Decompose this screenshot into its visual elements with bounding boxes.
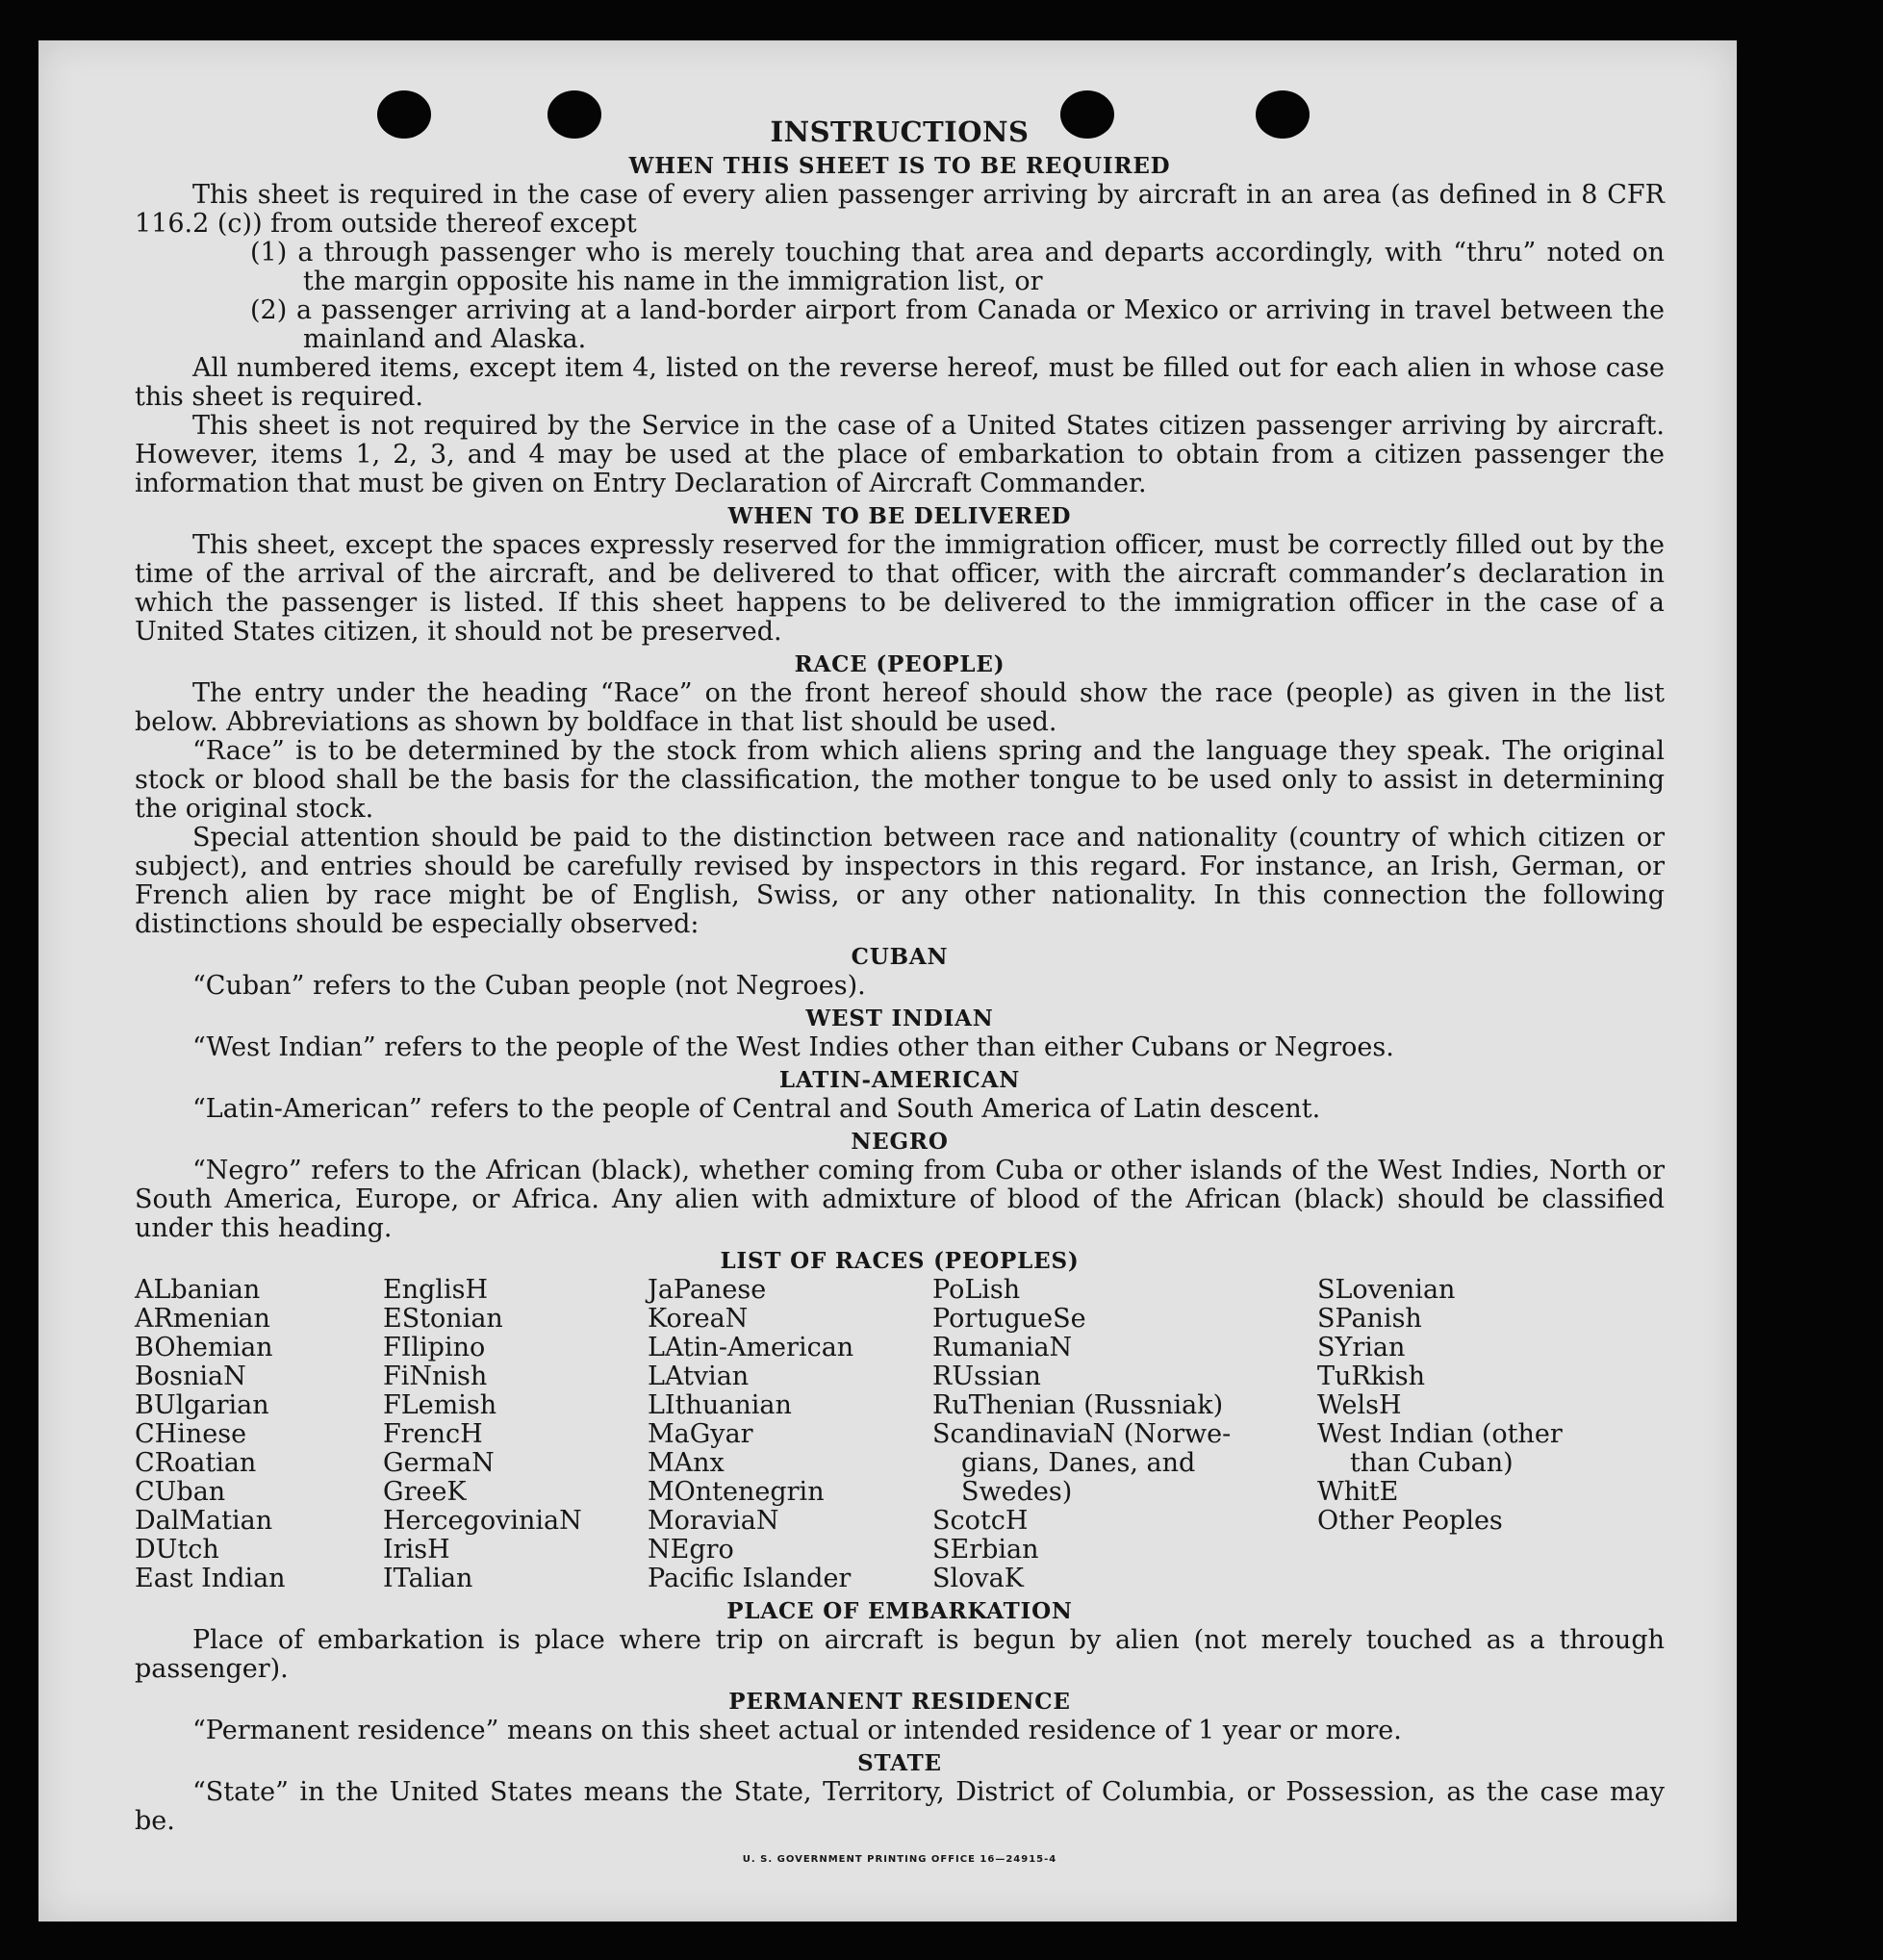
- race-item: FLemish: [383, 1390, 497, 1420]
- paragraph: “West Indian” refers to the people of the West Indies other than either Cubans or Negroes.: [192, 1032, 1394, 1062]
- race-item: WelsH: [1317, 1390, 1402, 1420]
- instructions-text: [135, 115, 1665, 1874]
- section-heading: STATE: [857, 1750, 942, 1776]
- race-item: FIlipino: [383, 1333, 486, 1362]
- race-item: JaPanese: [648, 1275, 767, 1305]
- race-item: SYrian: [1317, 1333, 1406, 1362]
- race-item: SlovaK: [932, 1564, 1024, 1593]
- list-item: (1) a through passenger who is merely touching that area and departs accordingly, with “thru” noted on the margin opposite his name in the immigration list, or: [250, 238, 1665, 296]
- section-heading: WEST INDIAN: [805, 1005, 994, 1031]
- section-heading: RACE (PEOPLE): [794, 651, 1005, 677]
- paragraph: “Latin-American” refers to the people of Central and South America of Latin descent.: [192, 1094, 1321, 1124]
- race-item: gians, Danes, and: [961, 1448, 1196, 1478]
- paragraph: This sheet is not required by the Service in the case of a United States citizen passenger arriving by aircraft. However, items 1, 2, 3, and 4 may be used at the place of embarkation to obtain from a citizen passenger the information that must be given on Entry Declaration of Aircraft Commander.: [135, 411, 1665, 498]
- race-item: CRoatian: [135, 1448, 257, 1478]
- race-item: FiNnish: [383, 1362, 488, 1391]
- paragraph: “Race” is to be determined by the stock from which aliens spring and the language they speak. The original stock or blood shall be the basis for the classification, the mother tongue to be used only to assist in determining the original stock.: [135, 736, 1665, 824]
- race-item: DUtch: [135, 1535, 219, 1565]
- section-heading: PERMANENT RESIDENCE: [728, 1689, 1071, 1715]
- race-item: NEgro: [648, 1535, 734, 1565]
- race-item: HercegoviniaN: [383, 1506, 582, 1536]
- race-item: ITalian: [383, 1564, 473, 1593]
- race-item: PortugueSe: [932, 1304, 1086, 1334]
- race-item: LAtvian: [648, 1362, 750, 1391]
- section-heading: WHEN THIS SHEET IS TO BE REQUIRED: [628, 153, 1171, 179]
- race-item: LIthuanian: [648, 1390, 792, 1420]
- race-item: MAnx: [648, 1448, 725, 1478]
- list-item: (2) a passenger arriving at a land-border airport from Canada or Mexico or arriving in travel between the mainland and Alaska.: [250, 295, 1665, 354]
- paragraph: Special attention should be paid to the distinction between race and nationality (country of which citizen or subject), and entries should be carefully revised by inspectors in this regard. For instance, an Irish, German, or French alien by race might be of English, Swiss, or any other nationality. In this connection the following distinctions should be especially observed:: [135, 823, 1665, 939]
- race-item: MaGyar: [648, 1419, 753, 1449]
- paragraph: This sheet, except the spaces expressly reserved for the immigration officer, must be correctly filled out by the time of the arrival of the aircraft, and be delivered to that officer, with the aircraft commander’s declaration in which the passenger is listed. If this sheet happens to be delivered to the immigration officer in the case of a United States citizen, it should not be preserved.: [135, 530, 1665, 647]
- paragraph: Place of embarkation is place where trip on aircraft is begun by alien (not merely touched as a through passenger).: [135, 1625, 1665, 1684]
- race-item: than Cuban): [1350, 1448, 1514, 1478]
- race-item: CUban: [135, 1477, 226, 1507]
- race-item: EStonian: [383, 1304, 503, 1334]
- race-column: [932, 1276, 1317, 1593]
- document-sheet: [38, 40, 1737, 1922]
- race-item: WhitE: [1317, 1477, 1399, 1507]
- race-item: BOhemian: [135, 1333, 273, 1362]
- race-item: MOntenegrin: [648, 1477, 825, 1507]
- race-item: Swedes): [961, 1477, 1073, 1507]
- race-item: ALbanian: [135, 1275, 261, 1305]
- race-item: RuThenian (Russniak): [932, 1390, 1224, 1420]
- section-heading: LIST OF RACES (PEOPLES): [720, 1248, 1080, 1274]
- race-item: SLovenian: [1317, 1275, 1456, 1305]
- section-heading: NEGRO: [851, 1129, 949, 1155]
- race-list: [135, 1276, 1665, 1593]
- race-item: SErbian: [932, 1535, 1039, 1565]
- race-item: DalMatian: [135, 1506, 273, 1536]
- paragraph: “Cuban” refers to the Cuban people (not Negroes).: [192, 971, 866, 1001]
- race-item: GermaN: [383, 1448, 495, 1478]
- printer-imprint: U. S. GOVERNMENT PRINTING OFFICE 16—24915-4: [742, 1854, 1057, 1865]
- race-item: West Indian (other: [1317, 1419, 1563, 1449]
- race-item: Pacific Islander: [648, 1564, 852, 1593]
- race-item: Other Peoples: [1317, 1506, 1503, 1536]
- page-title: INSTRUCTIONS: [770, 115, 1030, 148]
- race-item: RUssian: [932, 1362, 1041, 1391]
- paragraph: All numbered items, except item 4, listed on the reverse hereof, must be filled out for each alien in whose case this sheet is required.: [135, 353, 1665, 412]
- section-heading: WHEN TO BE DELIVERED: [727, 503, 1072, 529]
- race-item: MoraviaN: [648, 1506, 779, 1536]
- race-item: SPanish: [1317, 1304, 1422, 1334]
- race-item: TuRkish: [1317, 1362, 1425, 1391]
- paragraph: “Permanent residence” means on this sheet actual or intended residence of 1 year or more.: [192, 1716, 1402, 1745]
- race-item: LAtin-American: [648, 1333, 854, 1362]
- race-item: KoreaN: [648, 1304, 749, 1334]
- race-item: RumaniaN: [932, 1333, 1073, 1362]
- race-column: [1317, 1276, 1635, 1593]
- section-heading: LATIN-AMERICAN: [778, 1067, 1021, 1093]
- race-item: IrisH: [383, 1535, 450, 1565]
- paragraph: “State” in the United States means the State, Territory, District of Columbia, or Possession, as the case may be.: [135, 1777, 1665, 1836]
- race-item: ScotcH: [932, 1506, 1029, 1536]
- race-item: BosniaN: [135, 1362, 246, 1391]
- race-item: PoLish: [932, 1275, 1021, 1305]
- section-heading: CUBAN: [851, 944, 949, 970]
- paragraph: The entry under the heading “Race” on the front hereof should show the race (people) as given in the list below. Abbreviations as shown by boldface in that list should be used.: [135, 678, 1665, 737]
- race-column: [135, 1276, 383, 1593]
- paragraph: This sheet is required in the case of every alien passenger arriving by aircraft in an area (as defined in 8 CFR 116.2 (c)) from outside thereof except: [135, 180, 1665, 239]
- race-item: EnglisH: [383, 1275, 489, 1305]
- race-item: CHinese: [135, 1419, 247, 1449]
- race-item: FrencH: [383, 1419, 483, 1449]
- race-item: East Indian: [135, 1564, 286, 1593]
- paragraph: “Negro” refers to the African (black), whether coming from Cuba or other islands of the West Indies, North or South America, Europe, or Africa. Any alien with admixture of blood of the African (black) should be classified under this heading.: [135, 1156, 1665, 1243]
- race-column: [383, 1276, 648, 1593]
- race-item: BUlgarian: [135, 1390, 269, 1420]
- race-column: [648, 1276, 932, 1593]
- race-item: GreeK: [383, 1477, 467, 1507]
- section-heading: PLACE OF EMBARKATION: [726, 1598, 1073, 1624]
- race-item: ScandinaviaN (Norwe-: [932, 1419, 1232, 1449]
- race-item: ARmenian: [135, 1304, 270, 1334]
